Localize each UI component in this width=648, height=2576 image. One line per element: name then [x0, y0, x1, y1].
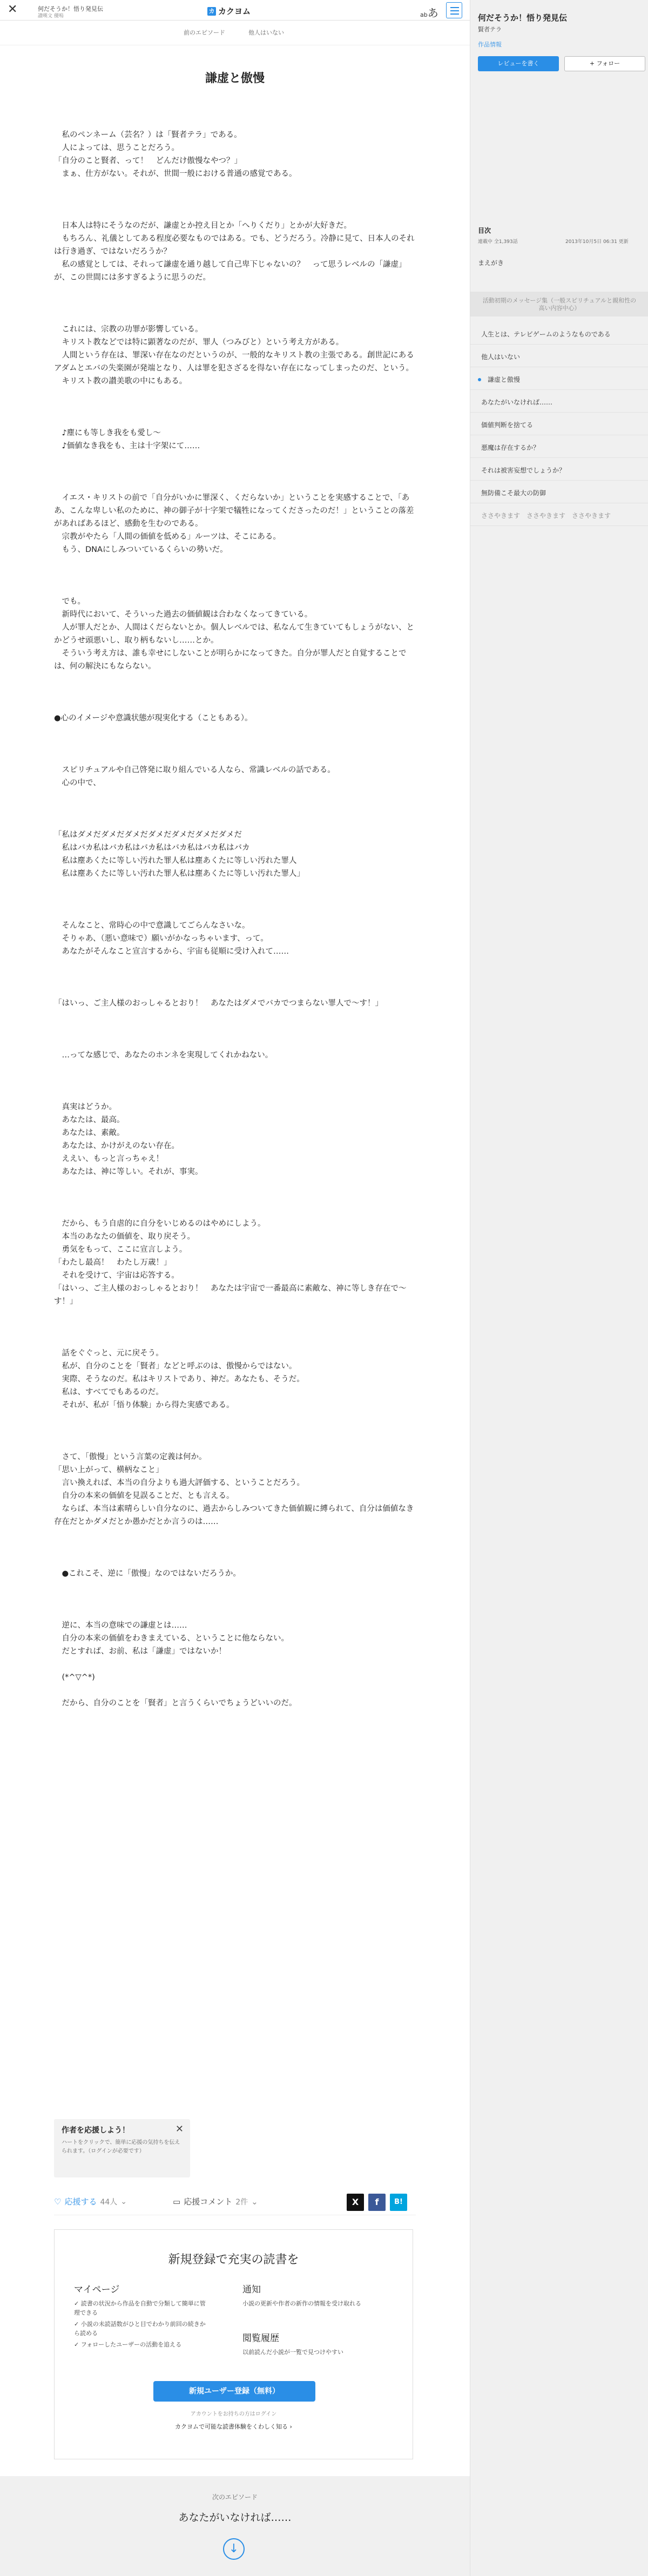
- body-paragraph: 日本人は特にそうなのだが、謙虚とか控え目とか「へりくだり」とかが大好きだ。: [54, 221, 352, 230]
- toc-heading: 目次: [478, 227, 491, 234]
- body-paragraph: 人が罪人だとか、人間はくだらないとか。個人レベルでは、私なんて生きていてもしょうがない、とかどうせ頭悪いし、取り柄もないし……とか。: [54, 623, 414, 645]
- body-paragraph: 真実はどうか。: [54, 1103, 117, 1111]
- cheer-button[interactable]: [54, 2196, 127, 2207]
- register-promo: [54, 2229, 413, 2459]
- toc-episode-item[interactable]: 悪魔は存在するか？: [470, 435, 648, 458]
- body-paragraph: 話をぐぐっと、元に戻そう。: [54, 1349, 164, 1358]
- toc-menu-icon[interactable]: [446, 2, 462, 18]
- next-episode-section[interactable]: [0, 2476, 470, 2576]
- history-text: 以前読んだ小説が一覧で見つけやすい: [242, 2349, 343, 2356]
- body-paragraph: 逆に、本当の意味での謙虚とは……: [54, 1621, 187, 1630]
- body-paragraph: あなたは、最高。: [54, 1116, 125, 1124]
- register-button[interactable]: 新規ユーザー登録（無料）: [153, 2381, 315, 2402]
- body-paragraph: [54, 1580, 421, 1593]
- support-card: [54, 2119, 190, 2177]
- body-paragraph: 実際、そうなのだ。私はキリストであり、神だ。あなたも、そうだ。: [54, 1375, 305, 1384]
- body-paragraph: [54, 310, 421, 323]
- body-paragraph: [54, 478, 421, 491]
- body-paragraph: [54, 1191, 421, 1204]
- body-paragraph: [54, 699, 421, 712]
- toc-meta: 連載中 全1,393話: [478, 239, 518, 245]
- body-paragraph: [54, 1088, 421, 1101]
- body-paragraph: [54, 686, 421, 699]
- header-author[interactable]: 讃嘆文 優嗚: [38, 14, 64, 19]
- body-paragraph: まぁ、仕方がない。それが、世間一般における普通の感覚である。: [54, 170, 297, 178]
- body-paragraph: ●心のイメージや意識状態が現実化する（こともある）。: [54, 714, 253, 723]
- heart-icon: ♡: [54, 2196, 62, 2207]
- body-paragraph: [54, 1334, 421, 1347]
- body-paragraph: [54, 193, 421, 206]
- body-paragraph: 人間という存在は、罪深い存在なのだというのが、一般的なキリスト教の主張である。創世記にあるアダムとエバの失楽園が発端となり、人は罪を犯さざるを得ない存在になってしまったのだ、という。: [54, 351, 414, 373]
- chevron-down-icon[interactable]: ⌄: [120, 2197, 127, 2206]
- review-button[interactable]: レビューを書く: [478, 56, 559, 71]
- body-paragraph: [54, 1321, 421, 1334]
- episode-body: [54, 116, 421, 1710]
- body-paragraph: 「自分のこと賢者、って！ どんだけ傲慢なやつ？」: [54, 157, 242, 165]
- next-episode-title[interactable]: あなたがいなければ……: [178, 2512, 292, 2524]
- body-paragraph: [54, 1075, 421, 1088]
- toc-episode-item[interactable]: あなたがいなければ……: [470, 390, 648, 413]
- next-episode-label: 次のエピソード: [212, 2493, 258, 2501]
- toc-first-episode[interactable]: まえがき: [478, 259, 504, 267]
- body-paragraph: [54, 971, 421, 984]
- toc-episode-item[interactable]: 無防備こそ最大の防御: [470, 481, 648, 503]
- body-paragraph: [54, 1062, 421, 1075]
- body-paragraph: [54, 1204, 421, 1217]
- body-paragraph: 「思い上がって、横柄なこと」: [54, 1466, 164, 1474]
- body-paragraph: 私は塵あくたに等しい汚れた罪人私は塵あくたに等しい汚れた罪人: [54, 857, 297, 865]
- body-paragraph: [54, 984, 421, 997]
- body-paragraph: これには、宗教の功罪が影響している。: [54, 325, 203, 334]
- toc-episode-item-current[interactable]: 謙虚と傲慢: [470, 367, 648, 390]
- font-size-button[interactable]: abあ: [420, 6, 438, 19]
- learn-more-link[interactable]: カクヨムで可能な読書体験をくわしく知る ›: [175, 2423, 292, 2430]
- body-paragraph: [54, 1528, 421, 1541]
- body-paragraph: だから、自分のことを「賢者」と言うくらいでちょうどいいのだ。: [54, 1699, 297, 1708]
- body-paragraph: [54, 453, 421, 466]
- body-paragraph: ♪価値なき我をも、主は十字架にて……: [54, 442, 200, 450]
- follow-button[interactable]: + フォロー: [564, 56, 645, 71]
- comment-label: 応援コメント: [184, 2197, 233, 2207]
- body-paragraph: そんなこと、常時心の中で意識してごらんなさいな。: [54, 921, 250, 930]
- logo-text: カクヨム: [218, 6, 251, 16]
- body-paragraph: …ってな感じで、あなたのホンネを実現してくれかねない。: [54, 1051, 273, 1060]
- login-link[interactable]: アカウントをお持ちの方はログイン: [190, 2411, 277, 2417]
- logo-icon: カ: [207, 7, 216, 16]
- body-paragraph: あなたは、神に等しい。それが、事実。: [54, 1168, 203, 1176]
- arrow-down-icon[interactable]: ↓: [223, 2538, 245, 2560]
- body-paragraph: [54, 1308, 421, 1321]
- cheer-label: 応援する: [64, 2197, 97, 2207]
- body-paragraph: でも。: [54, 597, 85, 606]
- body-paragraph: [54, 738, 421, 751]
- cheer-count: 44人: [100, 2197, 118, 2207]
- body-paragraph: さて、「傲慢」という言葉の定義は何か。: [54, 1453, 207, 1461]
- mypage-item: ✓ フォローしたユーザーの活動を追える: [74, 2341, 182, 2348]
- body-paragraph: だから、もう自虐的に自分をいじめるのはやめにしよう。: [54, 1219, 266, 1228]
- body-paragraph: (*^▽^*): [54, 1673, 95, 1682]
- body-paragraph: [54, 401, 421, 414]
- body-paragraph: [54, 1010, 421, 1023]
- hatena-share-icon[interactable]: B!: [390, 2194, 407, 2211]
- toc-episode-item[interactable]: ささやきます ささやきます ささやきます: [470, 503, 648, 526]
- body-paragraph: ええい、もっと言っちゃえ！: [54, 1155, 164, 1163]
- body-paragraph: [54, 1036, 421, 1049]
- work-info-link[interactable]: 作品情報: [478, 41, 502, 48]
- body-paragraph: [54, 673, 421, 686]
- body-paragraph: スピリチュアルや自己啓発に取り組んでいる人なら、常識レベルの話である。: [54, 766, 335, 774]
- body-paragraph: [54, 893, 421, 906]
- body-paragraph: 自分の本来の価値を見誤ることだ、とも言える。: [54, 1492, 234, 1500]
- history-heading: 閲覧履歴: [242, 2333, 279, 2344]
- episode-subnav: [0, 21, 470, 45]
- body-paragraph: だとすれば、お前、私は「謙虚」ではないか！: [54, 1647, 226, 1656]
- close-icon[interactable]: ✕: [8, 3, 18, 16]
- body-paragraph: [54, 1412, 421, 1425]
- body-paragraph: [54, 790, 421, 803]
- body-paragraph: [54, 1541, 421, 1554]
- chevron-down-icon[interactable]: ⌄: [251, 2196, 258, 2207]
- body-paragraph: ならば、本当は素晴らしい自分なのに、過去からしみついてきた価値観に縛られて、自分は価値なき存在だとかダメだとか愚かだとか言うのは……: [54, 1505, 414, 1526]
- body-paragraph: [54, 556, 421, 569]
- body-paragraph: 私のペンネーム（芸名？）は「賢者テラ」である。: [54, 131, 242, 139]
- body-paragraph: [54, 388, 421, 401]
- body-paragraph: もう、DNAにしみついているくらいの勢いだ。: [54, 545, 228, 554]
- body-paragraph: イエス・キリストの前で「自分がいかに罪深く、くだらないか」ということを実感することで、「ああ、こんな卑しい私のために、神の御子が十字架で犠牲になってくださったのだ！」ということの落差があればあるほど、感動を生むのである。: [54, 494, 414, 528]
- body-paragraph: 「はいっ、ご主人様のおっしゃるとおり！ あなたは宇宙で一番最高に素敵な、神に等しき存在で～す！」: [54, 1284, 407, 1306]
- body-paragraph: [54, 1554, 421, 1567]
- body-paragraph: [54, 1178, 421, 1191]
- top-bar: [0, 0, 470, 21]
- body-paragraph: [54, 751, 421, 764]
- episode-title: 謙虚と傲慢: [205, 72, 265, 85]
- body-paragraph: [54, 1658, 421, 1671]
- register-title: 新規登録で充実の読書を: [168, 2253, 299, 2267]
- body-paragraph: [54, 582, 421, 595]
- body-paragraph: キリスト教などでは特に顕著なのだが、罪人（つみびと）という考え方がある。: [54, 338, 344, 347]
- close-icon[interactable]: ✕: [175, 2123, 184, 2135]
- work-sidebar: [470, 0, 648, 2576]
- body-paragraph: あなたは、素敵。: [54, 1129, 125, 1137]
- body-paragraph: それが、私が「悟り体験」から得た実感である。: [54, 1401, 234, 1410]
- body-paragraph: 新時代において、そういった過去の価値観は合わなくなってきている。: [54, 610, 313, 619]
- body-paragraph: そういう考え方は、誰も幸せにしないことが明らかになってきた。自分が罪人だと自覚することでは、何の解決にもならない。: [54, 649, 407, 671]
- x-share-icon[interactable]: X: [347, 2194, 364, 2211]
- body-paragraph: ♪塵にも等しき我をも愛し～: [54, 429, 161, 437]
- comment-icon: ▭: [173, 2196, 181, 2207]
- chevron-right-icon: ›: [289, 2423, 292, 2430]
- toc-episode-item[interactable]: 他人はいない: [470, 345, 648, 367]
- body-paragraph: [54, 180, 421, 193]
- comment-count: 2件: [235, 2197, 248, 2207]
- body-paragraph: それを受けて、宇宙は応答する。: [54, 1271, 179, 1280]
- toc-episode-item[interactable]: 価値判断を捨てる: [470, 413, 648, 435]
- mypage-item: ✓ 小説の未読話数がひと目でわかり前回の続きから読める: [74, 2321, 206, 2337]
- body-paragraph: 言い換えれば、本当の自分よりも過大評価する、ということだろう。: [54, 1479, 305, 1487]
- body-paragraph: あなたは、かけがえのない存在。: [54, 1142, 179, 1150]
- body-paragraph: 勇気をもって、ここに宣言しよう。: [54, 1245, 187, 1254]
- body-paragraph: [54, 958, 421, 971]
- body-paragraph: 私は、すべてでもあるのだ。: [54, 1388, 164, 1397]
- body-paragraph: 「はいっ、ご主人様のおっしゃるとおり！ あなたはダメでバカでつまらない罪人で～す！」: [54, 999, 383, 1008]
- header-work-title[interactable]: 何だそうか！悟り発見伝: [38, 5, 103, 12]
- body-paragraph: 自分の本来の価値をわきまえている、ということに他ならない。: [54, 1634, 289, 1643]
- body-paragraph: [54, 1425, 421, 1438]
- body-paragraph: 私が、自分のことを「賢者」などと呼ぶのは、傲慢からではない。: [54, 1362, 297, 1371]
- body-paragraph: [54, 466, 421, 478]
- body-paragraph: [54, 880, 421, 893]
- body-paragraph: [54, 803, 421, 815]
- notify-text: 小説の更新や作者の新作の情報を受け取れる: [242, 2300, 361, 2307]
- body-paragraph: [54, 815, 421, 828]
- mypage-item: ✓ 読書の状況から作品を自動で分類して簡単に管理できる: [74, 2300, 206, 2316]
- body-paragraph: [54, 1606, 421, 1619]
- body-paragraph: もちろん、礼儀としてある程度必要なものではある。でも、どうだろう。冷静に見て、日本人のそれは行き過ぎ、ではないだろうか？: [54, 234, 415, 256]
- body-paragraph: ●これこそ、逆に「傲慢」なのではないだろうか。: [54, 1569, 241, 1578]
- body-paragraph: [54, 725, 421, 738]
- body-paragraph: [54, 1438, 421, 1451]
- episode-actions: [54, 2188, 416, 2215]
- support-desc: ハートをクリックで、簡単に応援の気持ちを伝えられます。（ログインが必要です）: [62, 2140, 180, 2154]
- toc-group-heading: 活動初期のメッセージ集（一般スピリチュアルと親和性の高い内容中心）: [470, 292, 648, 316]
- body-paragraph: [54, 414, 421, 427]
- body-paragraph: 心の中で、: [54, 779, 101, 787]
- toc-episode-item[interactable]: それは被害妄想でしょうか？: [470, 458, 648, 481]
- body-paragraph: [54, 206, 421, 219]
- comment-button[interactable]: [173, 2196, 258, 2207]
- body-paragraph: 「私はダメだダメだダメだダメだダメだダメだダメだ: [54, 831, 242, 839]
- body-paragraph: 私の感覚としては、それって謙虚を通り越して自己卑下じゃないの？ って思うレベルの「謙虚」が、この世間には多すぎるように思うのだ。: [54, 260, 407, 282]
- toc-date: 2013年10月5日 06:31 更新: [565, 239, 629, 245]
- body-paragraph: [54, 297, 421, 310]
- facebook-share-icon[interactable]: f: [368, 2194, 386, 2211]
- body-paragraph: 「わたし最高！ わたし万歳！」: [54, 1258, 172, 1267]
- body-paragraph: 本当のあなたの価値を、取り戻そう。: [54, 1232, 195, 1241]
- body-paragraph: [54, 1684, 421, 1697]
- mypage-heading: マイページ: [74, 2284, 120, 2295]
- support-title: 作者を応援しよう！: [62, 2126, 130, 2135]
- body-paragraph: そりゃあ、（悪い意味で）願いがかなっちゃいます、って。: [54, 934, 268, 943]
- current-episode-label[interactable]: 他人はいない: [248, 29, 284, 36]
- body-paragraph: 私はバカ私はバカ私はバカ私はバカ私はバカ私はバカ: [54, 844, 250, 852]
- prev-episode-link[interactable]: 前のエピソード: [184, 29, 225, 36]
- body-paragraph: [54, 1023, 421, 1036]
- body-paragraph: [54, 906, 421, 919]
- body-paragraph: [54, 1593, 421, 1606]
- body-paragraph: [54, 569, 421, 582]
- kakuyomu-logo[interactable]: [207, 5, 251, 17]
- body-paragraph: 宗教がやたら「人間の価値を低める」ルーツは、そこにある。: [54, 532, 281, 541]
- sidebar-author[interactable]: 賢者テラ: [478, 26, 502, 33]
- body-paragraph: [54, 284, 421, 297]
- body-paragraph: [54, 116, 421, 129]
- notify-heading: 通知: [242, 2284, 261, 2295]
- body-paragraph: あなたがそんなこと宣言するから、宇宙も従順に受け入れて……: [54, 947, 289, 956]
- sidebar-work-title[interactable]: 何だそうか！悟り発見伝: [478, 13, 568, 23]
- toc-episode-item[interactable]: 人生とは、テレビゲームのようなものである: [470, 322, 648, 345]
- body-paragraph: 私は塵あくたに等しい汚れた罪人私は塵あくたに等しい汚れた罪人」: [54, 869, 305, 878]
- body-paragraph: 人によっては、思うことだろう。: [54, 144, 179, 152]
- body-paragraph: キリスト教の讃美歌の中にもある。: [54, 377, 187, 386]
